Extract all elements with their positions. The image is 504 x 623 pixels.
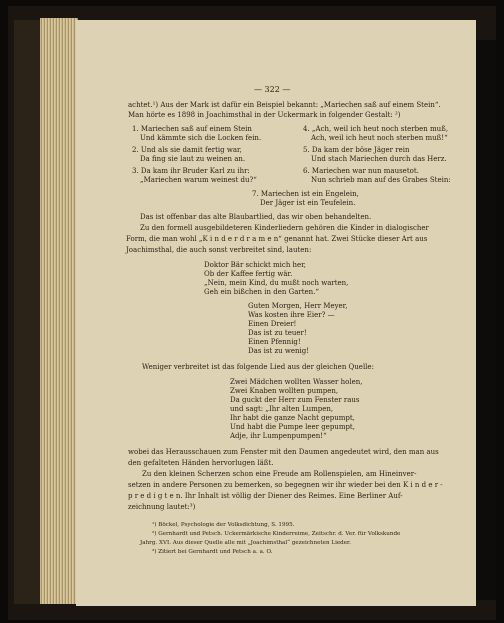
song-left-2: Und kämmte sich die Locken fein. <box>140 134 262 142</box>
song-left-6: „Mariechen warum weinest du?“ <box>140 176 257 184</box>
page-edges <box>40 18 78 604</box>
poem3-line-4: und sagt: „Ihr alten Lumpen, <box>230 405 334 413</box>
para3-line-6: zeichnung lautet:³) <box>128 503 196 511</box>
poem2-line-3: Einen Dreier! <box>248 320 297 328</box>
song-center-1: 7. Mariechen ist ein Engelein, <box>252 190 359 198</box>
footnote-2-cont: Jahrg. XVI. Aus dieser Quelle alle mit „Joachimsthal“ gezeichneten Lieder. <box>140 540 351 546</box>
song-right-5: 6. Mariechen war nun mausetot. <box>303 167 419 175</box>
footnote-2: ²) Gernhardt und Petsch. Uckermärkische Kinderreime, Zeitschr. d. Ver. für Volkskunde <box>152 531 401 537</box>
para1-line-4: Joachimsthal, die auch sonst verbreitet sind, lauten: <box>126 246 312 254</box>
poem3-line-1: Zwei Mädchen wollten Wasser holen, <box>230 378 363 386</box>
poem3-line-5: Ihr habt die ganze Nacht gepumpt, <box>230 414 355 422</box>
poem3-line-2: Zwei Knaben wollten pumpen, <box>230 387 339 395</box>
song-right-3: 5. Da kam der böse Jäger rein <box>303 146 410 154</box>
poem2-line-5: Einen Pfennig! <box>248 338 301 346</box>
song-right-1: 4. „Ach, weil ich heut noch sterben muß, <box>303 125 449 133</box>
poem1-line-3: „Nein, mein Kind, du mußt noch warten, <box>204 279 349 287</box>
para3-line-4: setzen in andere Personen zu bemerken, so begegnen wir ihr wieder bei den K i n d e r - <box>128 481 443 489</box>
poem2-line-6: Das ist zu wenig! <box>248 347 310 355</box>
intro-line-1: achtet.¹) Aus der Mark ist dafür ein Beispiel bekannt: „Mariechen saß auf einem Stein“. <box>128 101 441 109</box>
song-center-2: Der Jäger ist ein Teufelein. <box>260 199 356 207</box>
book-spine <box>14 20 42 604</box>
para1-line-3: Form, die man wohl „K i n d e r d r a m e n“ genannt hat. Zwei Stücke dieser Art aus <box>126 235 428 243</box>
footnote-3: ³) Zitiert bei Gernhardt und Petsch a. a. O. <box>152 549 273 555</box>
poem3-line-6: Und habt die Pumpe leer gepumpt, <box>230 423 355 431</box>
para3-line-5: p r e d i g t e n. Ihr Inhalt ist völlig der Diener des Reimes. Eine Berliner Auf- <box>128 492 403 500</box>
poem2-line-1: Guten Morgen, Herr Meyer, <box>248 302 348 310</box>
song-left-1: 1. Mariechen saß auf einem Stein <box>132 125 252 133</box>
poem1-line-2: Ob der Kaffee fertig wär. <box>204 270 293 278</box>
poem3-line-7: Adje, ihr Lumpenpumpen!“ <box>230 432 327 440</box>
para1-line-2: Zu den formell ausgebildeteren Kinderliedern gehören die Kinder in dialogischer <box>140 224 429 232</box>
poem3-line-3: Da guckt der Herr zum Fenster raus <box>230 396 360 404</box>
intro-line-2: Man hörte es 1898 in Joachimsthal in der Uckermark in folgender Gestalt: ²) <box>128 111 401 119</box>
footnote-1: ¹) Böckel, Psychologie der Volksdichtung, S. 1995. <box>152 522 295 528</box>
song-right-2: Ach, weil ich heut noch sterben muß!“ <box>311 134 448 142</box>
song-right-6: Nun schrieb man auf des Grabes Stein: <box>311 176 451 184</box>
poem1-line-4: Geh ein bißchen in den Garten.“ <box>204 288 319 296</box>
song-right-4: Und stach Mariechen durch das Herz. <box>311 155 447 163</box>
para1-line-1: Das ist offenbar das alte Blaubartlied, das wir oben behandelten. <box>140 213 372 221</box>
poem2-line-2: Was kosten ihre Eier? — <box>248 311 335 319</box>
poem1-line-1: Doktor Bär schickt mich her, <box>204 261 306 269</box>
page-number: — 322 — <box>254 85 291 94</box>
song-left-5: 3. Da kam ihr Bruder Karl zu ihr: <box>132 167 250 175</box>
para3-line-2: den gefalteten Händen hervorlugen läßt. <box>128 459 274 467</box>
song-left-3: 2. Und als sie damit fertig war, <box>132 146 242 154</box>
song-left-4: Da fing sie laut zu weinen an. <box>140 155 246 163</box>
poem2-line-4: Das ist zu teuer! <box>248 329 307 337</box>
para3-line-1: wobei das Herausschauen zum Fenster mit den Daumen angedeutet wird, den man aus <box>128 448 439 456</box>
dark-margin <box>476 40 496 600</box>
para3-line-3: Zu den kleinen Scherzen schon eine Freude am Rollenspielen, am Hineinver- <box>142 470 417 478</box>
para2-line: Weniger verbreitet ist das folgende Lied aus der gleichen Quelle: <box>142 363 374 371</box>
